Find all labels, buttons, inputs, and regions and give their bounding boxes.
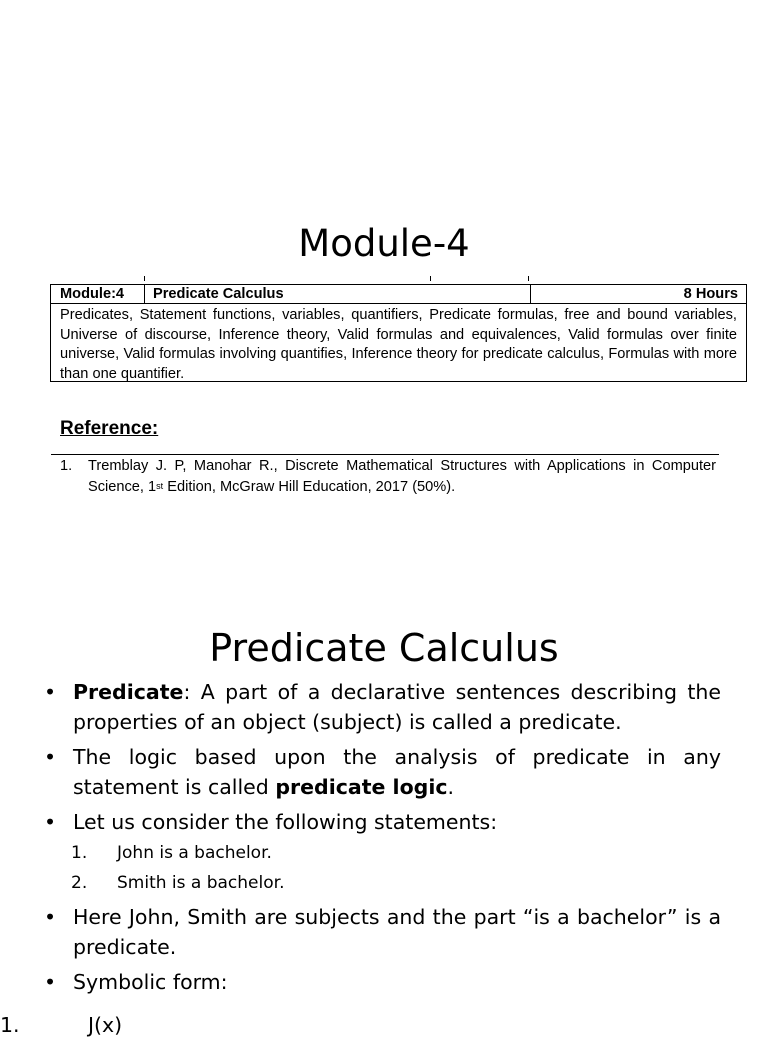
reference-list [60,456,716,497]
table-top-marks [50,276,747,284]
reference-number: 1. [60,458,73,474]
numbered-item: 2. Smith is a bachelor. [71,873,285,893]
numbered-list [44,838,721,898]
bullet-icon: • [44,680,57,704]
bullet-icon: • [44,905,57,929]
module-name: Predicate Calculus [145,285,531,303]
module-hours: 8 Hours [683,286,738,302]
slide-title: Module-4 [298,222,470,265]
list-item: • Predicate: A part of a declarative sentences describing the properties of an object (subject) is called a predicate. [44,677,721,737]
list-item: • The logic based upon the analysis of predicate in any statement is called predicate logic. [44,742,721,802]
bullet-icon: • [44,970,57,994]
bullet-list [44,677,721,1002]
divider [51,454,719,455]
reference-heading: Reference: [60,418,159,439]
list-item: • Let us consider the following statements: [44,807,721,837]
list-item: • Here John, Smith are subjects and the part “is a bachelor” is a predicate. [44,902,721,962]
slide-title: Predicate Calculus [209,626,559,670]
module-number: Module:4 [51,285,145,303]
module-table [50,284,747,382]
list-item: • Symbolic form: [44,967,721,997]
reference-item [60,456,716,497]
module-table-header [51,285,746,304]
reference-text: Tremblay J. P, Manohar R., Discrete Mathematical Structures with Applications in Computer Science, 1st Edition, McGraw Hill Education, 2017 (50%). [88,458,716,495]
numbered-item: 1. John is a bachelor. [71,843,272,863]
module-content: Predicates, Statement functions, variables, quantifiers, Predicate formulas, free and bound variables, Universe of discourse, Inference theory, Valid formulas and equivalences, Valid formulas over finite universe, Valid formulas involving quantifies, Inference theory for predicate calculus, Formulas with more than one quantifier. [60,307,737,382]
bullet-icon: • [44,810,57,834]
bullet-icon: • [44,745,57,769]
